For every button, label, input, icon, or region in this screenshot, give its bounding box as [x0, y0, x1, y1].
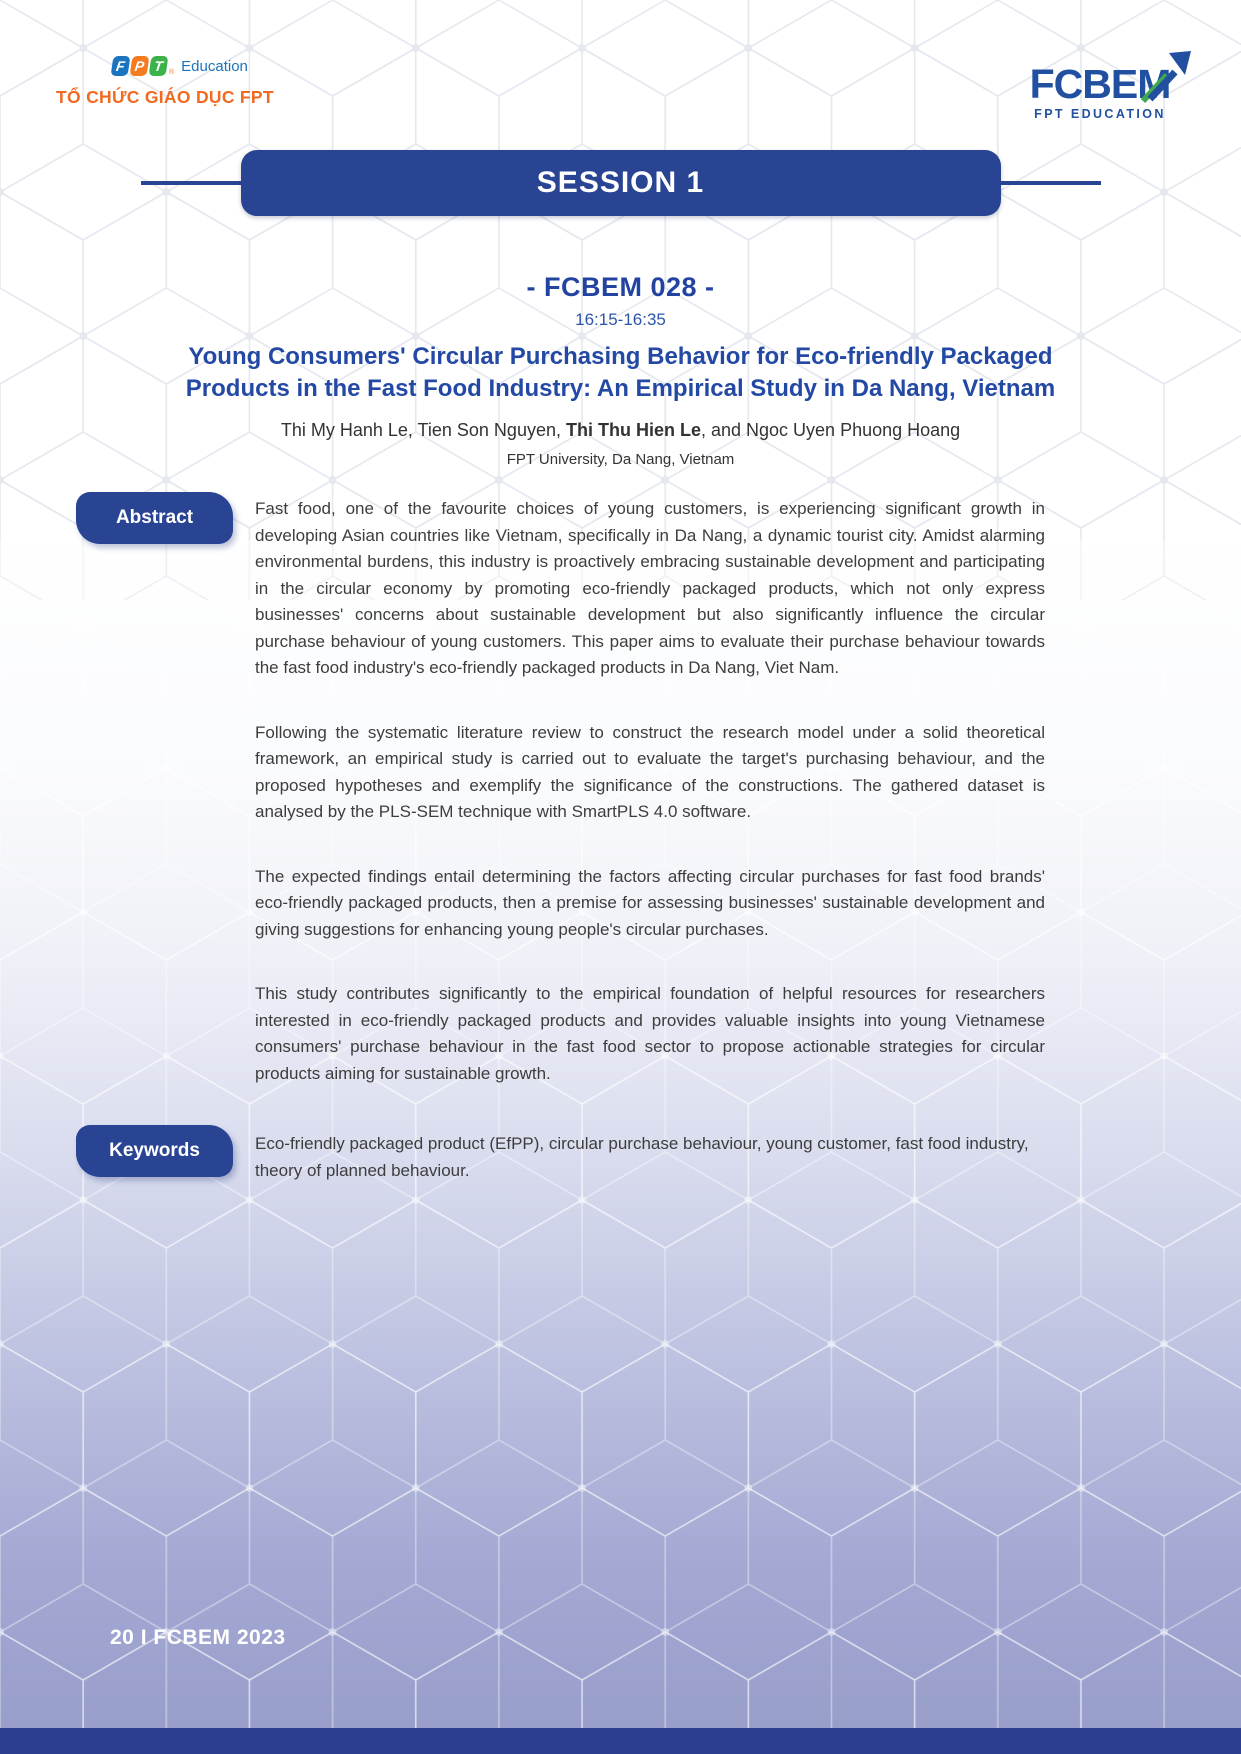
paper-code: - FCBEM 028 - [526, 272, 715, 302]
paper-content [76, 492, 1045, 1184]
fcbem-logo [1017, 62, 1183, 121]
paper-authors [0, 420, 1241, 441]
registered-mark: ® [169, 69, 175, 76]
fpt-logo-blocks [111, 56, 169, 76]
abstract-section [76, 492, 1045, 1125]
presenting-author: Thi Thu Hien Le [565, 420, 701, 440]
fpt-logo-row [112, 56, 274, 76]
fpt-letter-p-block: P [130, 56, 150, 76]
fcbem-wordmark [1017, 62, 1183, 106]
authors-suffix: , and Ngoc Uyen Phuong Hoang [700, 420, 961, 440]
paper-title [0, 341, 1241, 405]
fpt-letter-f-block: F [111, 56, 131, 76]
session-banner-row [0, 150, 1241, 216]
growth-arrow-icon [1135, 49, 1193, 105]
abstract-paragraph-1: Fast food, one of the favourite choices of young customers, is experiencing significant growth in developing Asian countries like Vietnam, specifically in Da Nang, a dynamic tourist city. Amidst alarming environmental burdens, this industry is proactively embracing sustainable development and participating in the circular economy by promoting eco-friendly packaged products, which not only express businesses' concerns about sustainable development but also significantly influence the circular purchase behaviour of young customers. This paper aims to evaluate their purchase behaviour towards the fast food industry's eco-friendly packaged products in Da Nang, Viet Nam. [255, 499, 1045, 677]
bottom-accent-bar [0, 1728, 1241, 1754]
paper-heading [0, 272, 1241, 468]
abstract-paragraph-3: The expected findings entail determining the factors affecting circular purchases for fast food brands' eco-friendly packaged products, then a premise for assessing businesses' sustainable development and giving suggestions for enhancing young people's circular purchases. [255, 866, 1045, 939]
banner-left-line [141, 181, 241, 185]
paper-affiliation: FPT University, Da Nang, Vietnam [506, 451, 735, 468]
keywords-badge: Keywords [76, 1125, 233, 1177]
banner-right-line [1001, 181, 1101, 185]
paper-time-slot: 16:15-16:35 [575, 310, 666, 329]
keywords-section [76, 1125, 1045, 1184]
fcbem-wordmark-text: FCBEM [1029, 61, 1171, 107]
abstract-paragraph-2: Following the systematic literature review to construct the research model under a solid theoretical framework, an empirical study is carried out to evaluate the target's purchasing behaviour, and the proposed hypotheses and exemplify the significance of the constructions. The gathered dataset is analysed by the PLS-SEM technique with SmartPLS 4.0 software. [255, 722, 1045, 821]
abstract-text [255, 492, 1045, 1125]
paper-title-line-1: Young Consumers' Circular Purchasing Behavior for Eco-friendly Packaged [188, 343, 1053, 370]
authors-prefix: Thi My Hanh Le, Tien Son Nguyen, [280, 420, 566, 440]
keywords-text: Eco-friendly packaged product (EfPP), circular purchase behaviour, young customer, fast food industry, theory of planned behaviour. [255, 1134, 1029, 1180]
fcbem-subtitle: FPT EDUCATION [1034, 107, 1166, 121]
abstract-badge: Abstract [76, 492, 233, 544]
fpt-education-logo [56, 56, 274, 108]
paper-title-line-2: Products in the Fast Food Industry: An Empirical Study in Da Nang, Vietnam [185, 375, 1056, 402]
fpt-org-label: TỔ CHỨC GIÁO DỤC FPT [56, 87, 274, 107]
page-number-label: 20 I FCBEM 2023 [110, 1626, 286, 1649]
fpt-letter-t-block: T [149, 56, 169, 76]
abstract-paragraph-4: This study contributes significantly to the empirical foundation of helpful resources for researchers interested in eco-friendly packaged products and provides valuable insights into young Vietnamese consumers' purchase behaviour in the fast food sector to propose actionable strategies for circular products aiming for sustainable growth. [255, 984, 1045, 1083]
fpt-education-label: Education [181, 57, 248, 75]
session-banner: SESSION 1 [241, 150, 1001, 216]
